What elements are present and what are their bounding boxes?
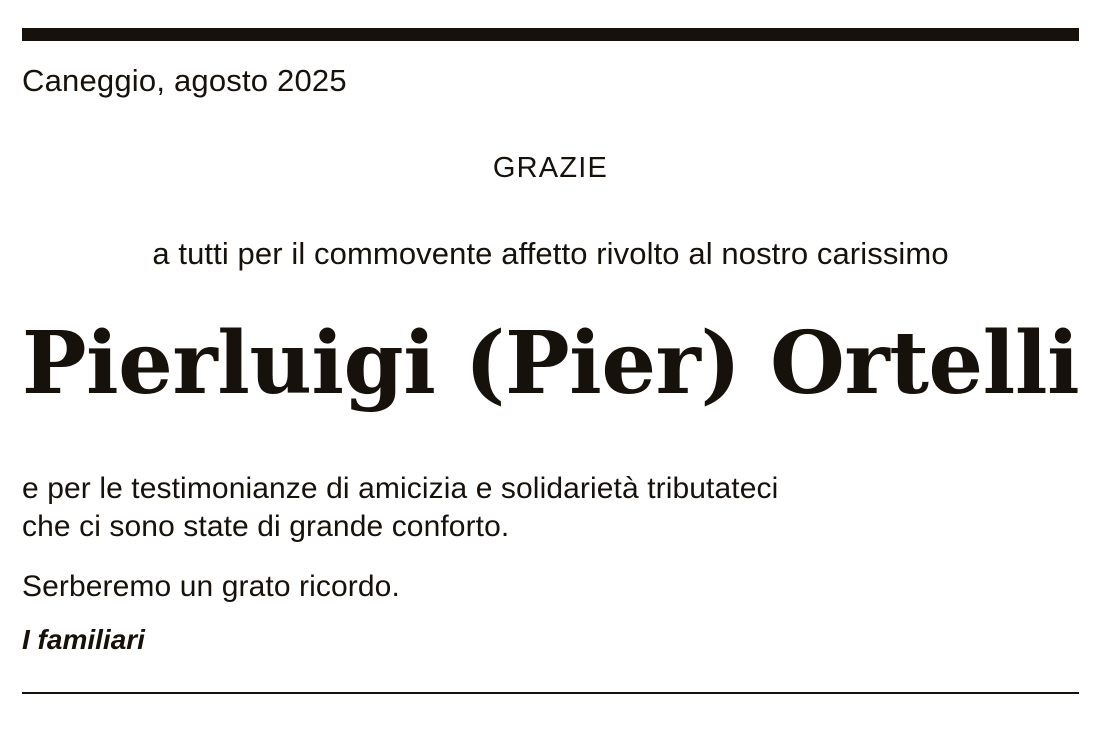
body-text [22, 470, 1062, 606]
body-line-1: e per le testimonianze di amicizia e solidarietà tributateci [22, 472, 779, 505]
place-and-date: Caneggio, agosto 2025 [22, 63, 347, 98]
bottom-rule-divider [22, 692, 1079, 694]
thanks-heading: GRAZIE [492, 152, 609, 184]
body-line-3: Serberemo un grato ricordo. [22, 570, 400, 603]
body-line-2: che ci sono state di grande conforto. [22, 510, 510, 543]
signature-line: I familiari [22, 624, 145, 655]
deceased-name: Pierluigi (Pier) Ortelli [21, 313, 1080, 414]
top-rule-divider [22, 28, 1079, 41]
lead-line: a tutti per il commovente affetto rivolto al nostro carissimo [152, 236, 949, 271]
